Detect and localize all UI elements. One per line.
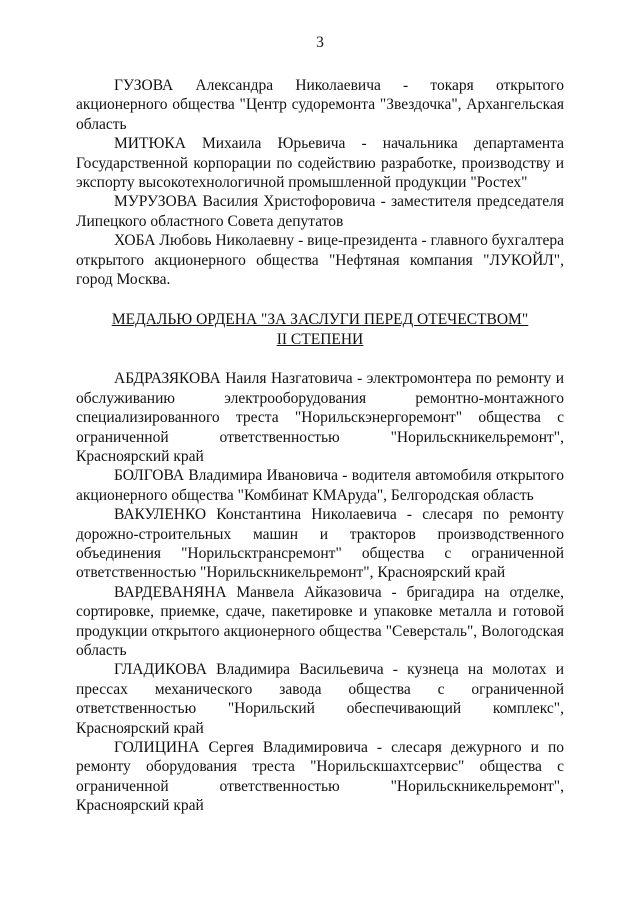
section-heading	[76, 310, 564, 349]
document-body	[76, 76, 564, 816]
award-entry: ГЛАДИКОВА Владимира Васильевича - кузнеца на молотах и прессах механического завода общества с ограниченной ответственностью "Норильский обеспечивающий комплекс", Красноярский край	[76, 661, 564, 737]
section-heading-line-1: МЕДАЛЬЮ ОРДЕНА "ЗА ЗАСЛУГИ ПЕРЕД ОТЕЧЕСТВОМ"	[111, 311, 529, 329]
award-entry: МИТЮКА Михаила Юрьевича - начальника департамента Государственной корпорации по содействию разработке, производству и экспорту высокотехнологичной промышленной продукции "Ростех"	[76, 135, 564, 192]
award-entry: ХОБА Любовь Николаевну - вице-президента - главного бухгалтера открытого акционерного общества "Нефтяная компания "ЛУКОЙЛ", город Москва.	[76, 232, 564, 289]
award-entry: МУРУЗОВА Василия Христофоровича - заместителя председателя Липецкого областного Совета депутатов	[76, 193, 564, 230]
award-entry: АБДРАЗЯКОВА Наиля Назгатовича - электромонтера по ремонту и обслуживанию электрооборудования ремонтно-монтажного специализированного треста "Норильскэнергоремонт" общества с ограниченной ответственностью "Норильскникельремонт", Красноярский край	[76, 370, 564, 465]
award-entry: ГУЗОВА Александра Николаевича - токаря открытого акционерного общества "Центр судоремонта "Звездочка", Архангельская область	[76, 77, 564, 133]
section-two	[76, 369, 564, 815]
section-heading-line-2: II СТЕПЕНИ	[276, 330, 364, 348]
award-entry: ВАКУЛЕНКО Константина Николаевича - слесаря по ремонту дорожно-строительных машин и тракторов производственного объединения "Норильсктрансремонт" общества с ограниченной ответственностью "Норильскникельремонт", Красноярский край	[76, 506, 564, 582]
award-entry: ГОЛИЦИНА Сергея Владимировича - слесаря дежурного и по ремонту оборудования треста "Норильскшахтсервис" общества с ограниченной ответственностью "Норильскникельремонт", Красноярский край	[76, 739, 564, 815]
page-number: 3	[316, 34, 324, 51]
section-one	[76, 76, 564, 289]
award-entry: БОЛГОВА Владимира Ивановича - водителя автомобиля открытого акционерного общества "Комбинат КМАруда", Белгородская область	[76, 467, 564, 504]
award-entry: ВАРДЕВАНЯНА Манвела Айказовича - бригадира на отделке, сортировке, приемке, сдаче, пакетировке и упаковке металла и готовой продукции открытого акционерного общества "Северсталь", Вологодская область	[76, 583, 564, 659]
